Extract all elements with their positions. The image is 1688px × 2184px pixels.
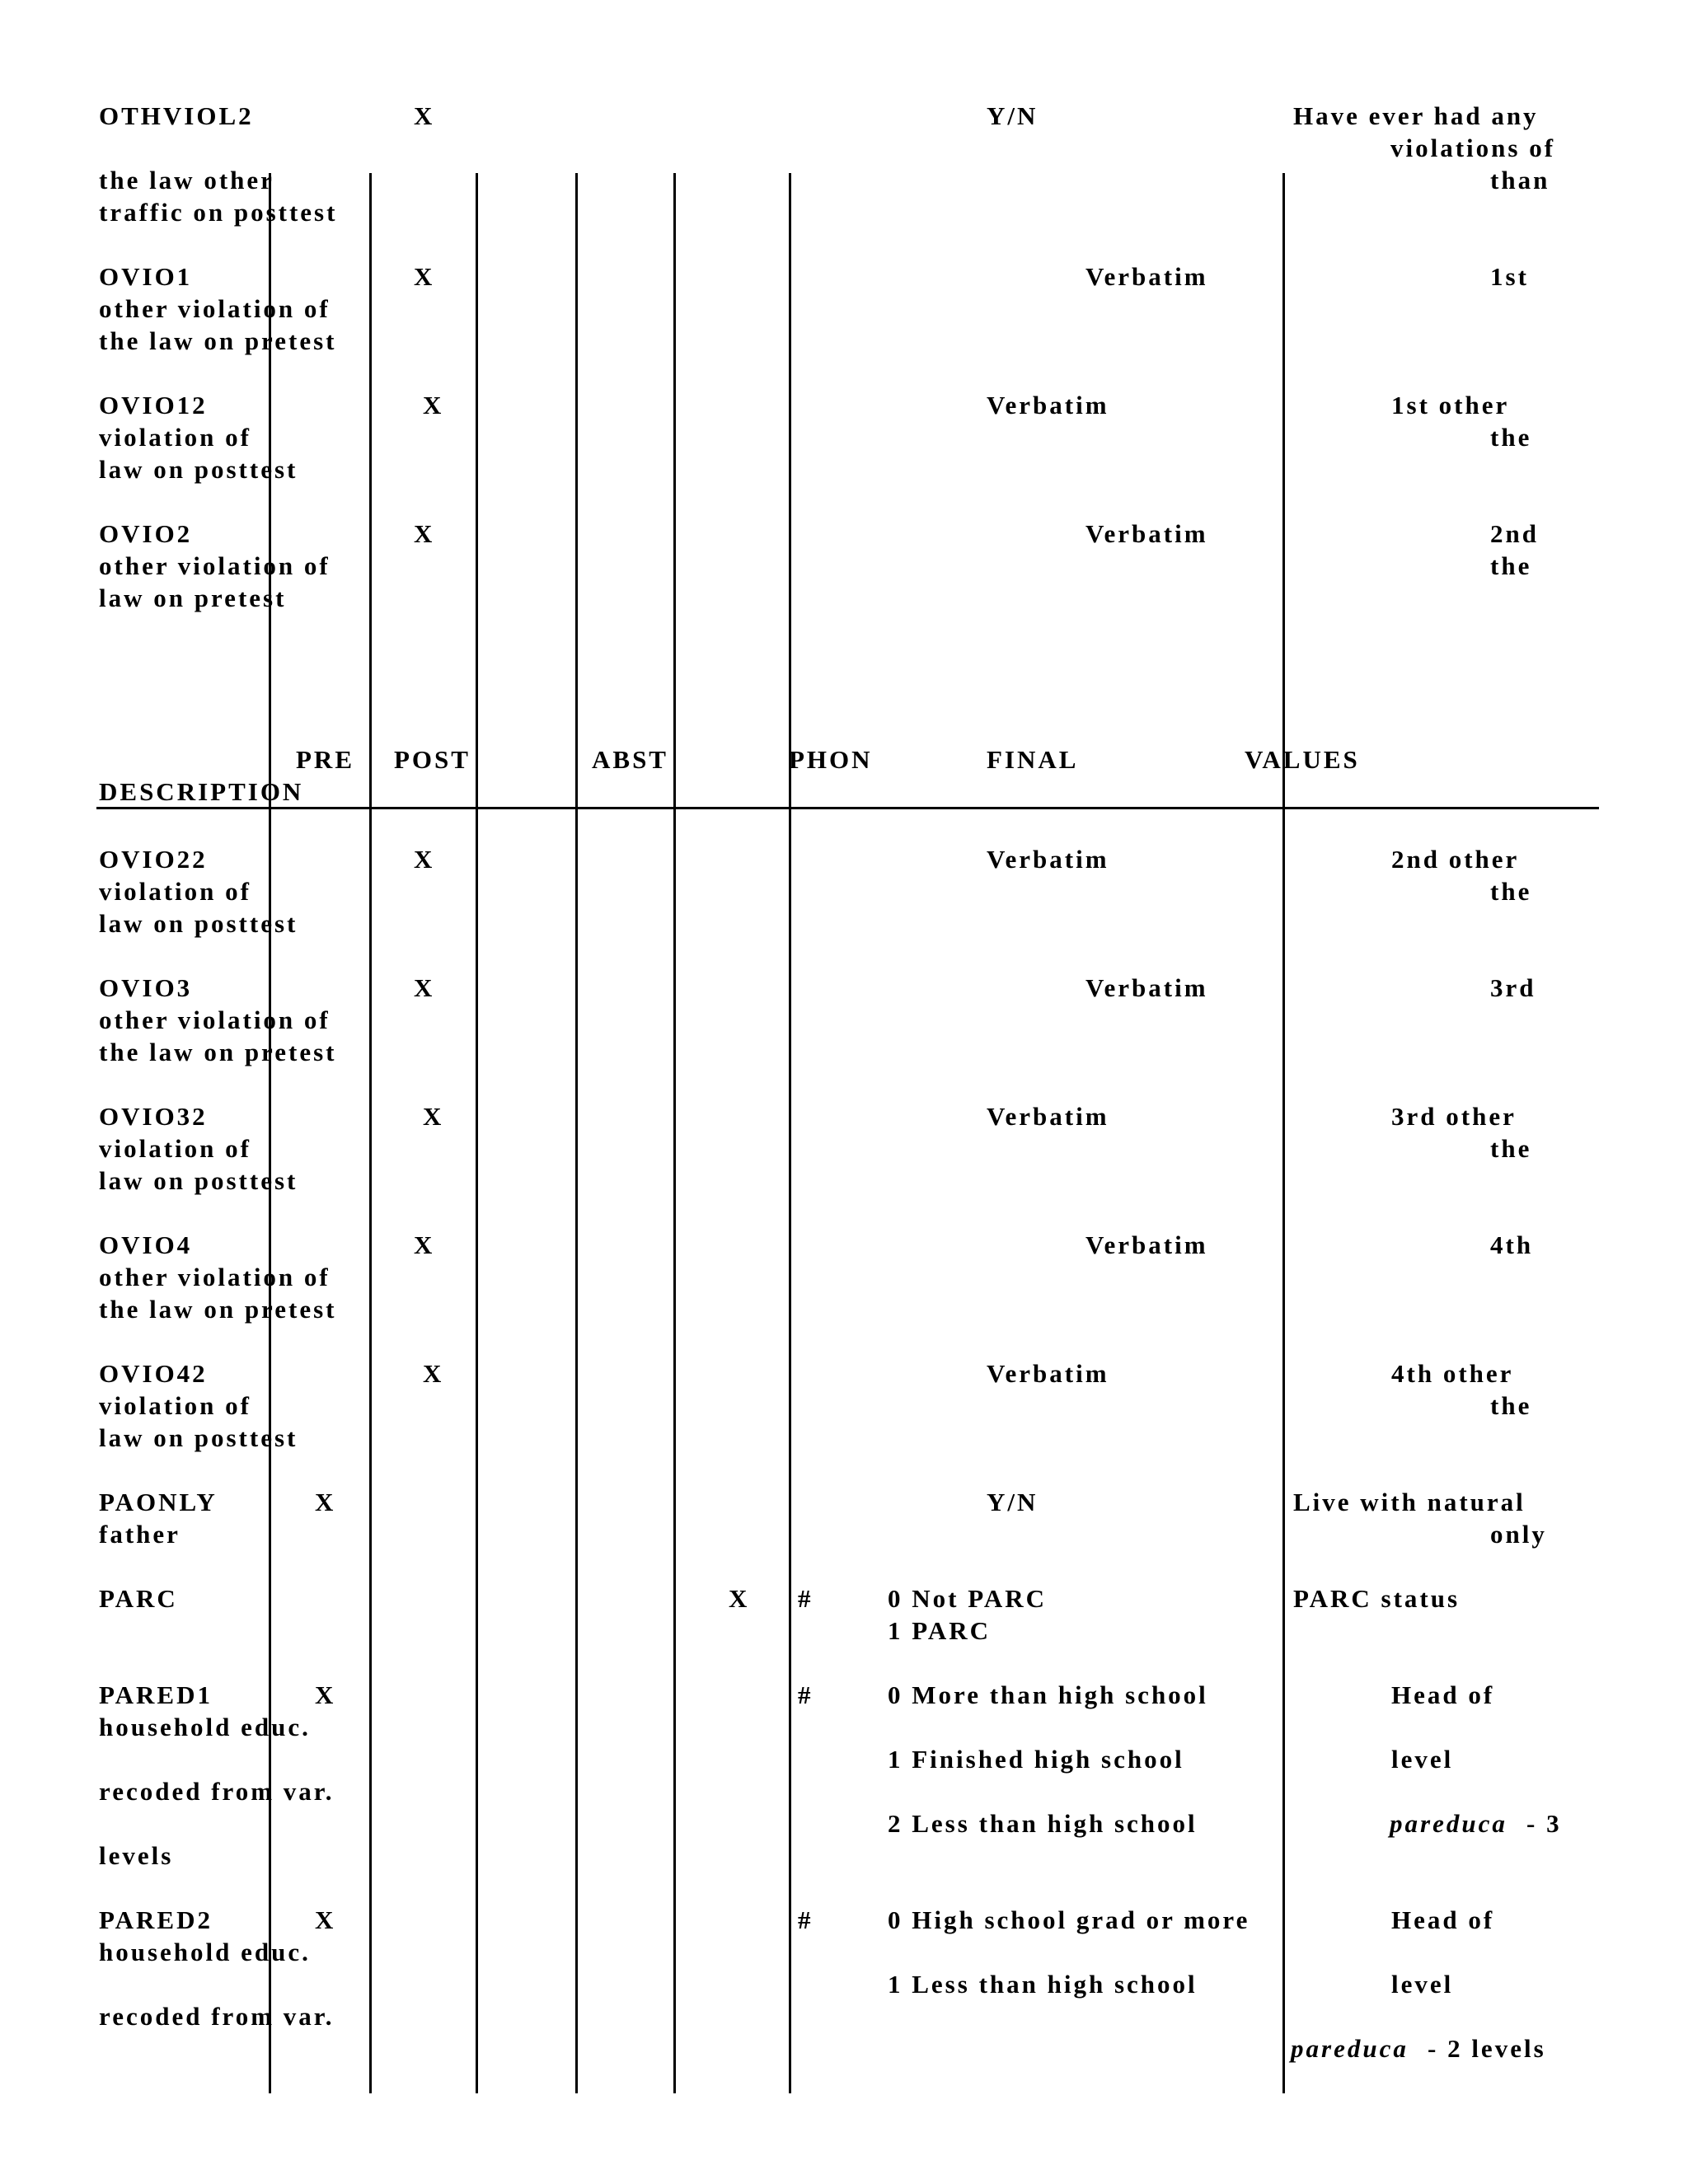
description-line: 2nd (1490, 519, 1539, 548)
description-continuation: other violation of (99, 1005, 331, 1034)
post-mark: X (414, 101, 435, 130)
post-mark: X (414, 262, 435, 291)
description-line: 3rd other (1391, 1102, 1517, 1131)
description-line: level (1391, 1970, 1454, 1999)
description-line: the (1490, 877, 1532, 906)
description-continuation: father (99, 1520, 181, 1549)
final-value: Verbatim (987, 391, 1109, 419)
post-mark: X (423, 1102, 444, 1131)
column-header-post: POST (394, 745, 471, 774)
final-value: Verbatim (1085, 519, 1208, 548)
value-code: 1 PARC (888, 1616, 992, 1645)
description-line: 4th other (1391, 1359, 1514, 1388)
final-value: Verbatim (1085, 262, 1208, 291)
description-continuation: household educ. (99, 1713, 311, 1741)
final-value: Verbatim (987, 1359, 1109, 1388)
description-continuation: recoded from var. (99, 1777, 335, 1806)
column-rule (673, 173, 676, 2093)
var-name-ovio12: OVIO12 (99, 391, 208, 419)
pre-mark: X (315, 1488, 336, 1516)
abst-mark: X (729, 1584, 750, 1613)
column-header-abst: ABST (592, 745, 668, 774)
description-continuation: recoded from var. (99, 2002, 335, 2031)
description-line: the (1490, 423, 1532, 452)
description-line: Live with natural (1293, 1488, 1526, 1516)
header-rule (96, 807, 1599, 809)
var-name-ovio42: OVIO42 (99, 1359, 208, 1388)
var-name-othviol2: OTHVIOL2 (99, 101, 254, 130)
final-value: Verbatim (987, 845, 1109, 874)
description-line: Head of (1391, 1680, 1495, 1709)
description-line: 1st (1490, 262, 1529, 291)
description-continuation: violation of (99, 877, 251, 906)
source-variable: pareduca (1390, 1809, 1507, 1838)
description-line: the (1490, 551, 1532, 580)
description-line: - 3 (1526, 1809, 1562, 1838)
column-rule (369, 173, 372, 2093)
final-value: Y/N (987, 1488, 1039, 1516)
var-name-paonly: PAONLY (99, 1488, 218, 1516)
var-name-parc: PARC (99, 1584, 178, 1613)
description-line: - 2 levels (1428, 2034, 1546, 2063)
description-line: than (1490, 166, 1550, 194)
value-code: 2 Less than high school (888, 1809, 1198, 1838)
final-value: Y/N (987, 101, 1039, 130)
description-continuation: the law on pretest (99, 326, 337, 355)
description-continuation: the law on pretest (99, 1038, 337, 1066)
description-continuation: violation of (99, 1391, 251, 1420)
var-name-ovio4: OVIO4 (99, 1230, 193, 1259)
column-rule (1282, 173, 1285, 2093)
post-mark: X (423, 391, 444, 419)
description-continuation: law on posttest (99, 909, 298, 938)
description-line: the (1490, 1134, 1532, 1163)
description-continuation: the law on pretest (99, 1295, 337, 1324)
source-variable: pareduca (1291, 2034, 1409, 2063)
column-header-description: DESCRIPTION (99, 777, 304, 806)
column-rule (575, 173, 578, 2093)
description-line: PARC status (1293, 1584, 1461, 1613)
column-header-pre: PRE (296, 745, 354, 774)
post-mark: X (414, 1230, 435, 1259)
var-name-ovio2: OVIO2 (99, 519, 193, 548)
description-continuation: law on pretest (99, 583, 287, 612)
description-continuation: violation of (99, 1134, 251, 1163)
column-rule (789, 173, 791, 2093)
description-line: Head of (1391, 1905, 1495, 1934)
description-continuation: traffic on posttest (99, 198, 338, 227)
var-name-ovio3: OVIO3 (99, 973, 193, 1002)
description-line: only (1490, 1520, 1547, 1549)
final-value: Verbatim (1085, 973, 1208, 1002)
description-line: the (1490, 1391, 1532, 1420)
var-name-ovio22: OVIO22 (99, 845, 208, 874)
value-code: 1 Less than high school (888, 1970, 1198, 1999)
column-rule (476, 173, 478, 2093)
description-continuation: other violation of (99, 551, 331, 580)
var-name-ovio1: OVIO1 (99, 262, 193, 291)
value-code: 0 More than high school (888, 1680, 1208, 1709)
post-mark: X (414, 519, 435, 548)
description-line: 3rd (1490, 973, 1536, 1002)
post-mark: X (414, 845, 435, 874)
final-value: Verbatim (987, 1102, 1109, 1131)
pre-mark: X (315, 1905, 336, 1934)
column-header-values: VALUES (1245, 745, 1360, 774)
column-header-phon: PHON (789, 745, 873, 774)
column-header-final: FINAL (987, 745, 1079, 774)
description-continuation: levels (99, 1841, 174, 1870)
phon-mark: # (798, 1905, 814, 1934)
description-continuation: household educ. (99, 1938, 311, 1966)
var-name-pared1: PARED1 (99, 1680, 213, 1709)
description-continuation: the law other (99, 166, 274, 194)
value-code: 0 Not PARC (888, 1584, 1048, 1613)
description-line: violations of (1390, 134, 1556, 162)
var-name-pared2: PARED2 (99, 1905, 213, 1934)
description-line: Have ever had any (1293, 101, 1539, 130)
var-name-ovio32: OVIO32 (99, 1102, 208, 1131)
description-continuation: law on posttest (99, 1166, 298, 1195)
description-line: 1st other (1391, 391, 1510, 419)
description-continuation: other violation of (99, 1263, 331, 1291)
phon-mark: # (798, 1584, 814, 1613)
pre-mark: X (315, 1680, 336, 1709)
description-line: 4th (1490, 1230, 1534, 1259)
value-code: 1 Finished high school (888, 1745, 1184, 1774)
description-continuation: other violation of (99, 294, 331, 323)
description-continuation: law on posttest (99, 1423, 298, 1452)
post-mark: X (414, 973, 435, 1002)
phon-mark: # (798, 1680, 814, 1709)
description-line: level (1391, 1745, 1454, 1774)
description-continuation: law on posttest (99, 455, 298, 484)
description-line: 2nd other (1391, 845, 1520, 874)
final-value: Verbatim (1085, 1230, 1208, 1259)
description-continuation: violation of (99, 423, 251, 452)
value-code: 0 High school grad or more (888, 1905, 1250, 1934)
post-mark: X (423, 1359, 444, 1388)
